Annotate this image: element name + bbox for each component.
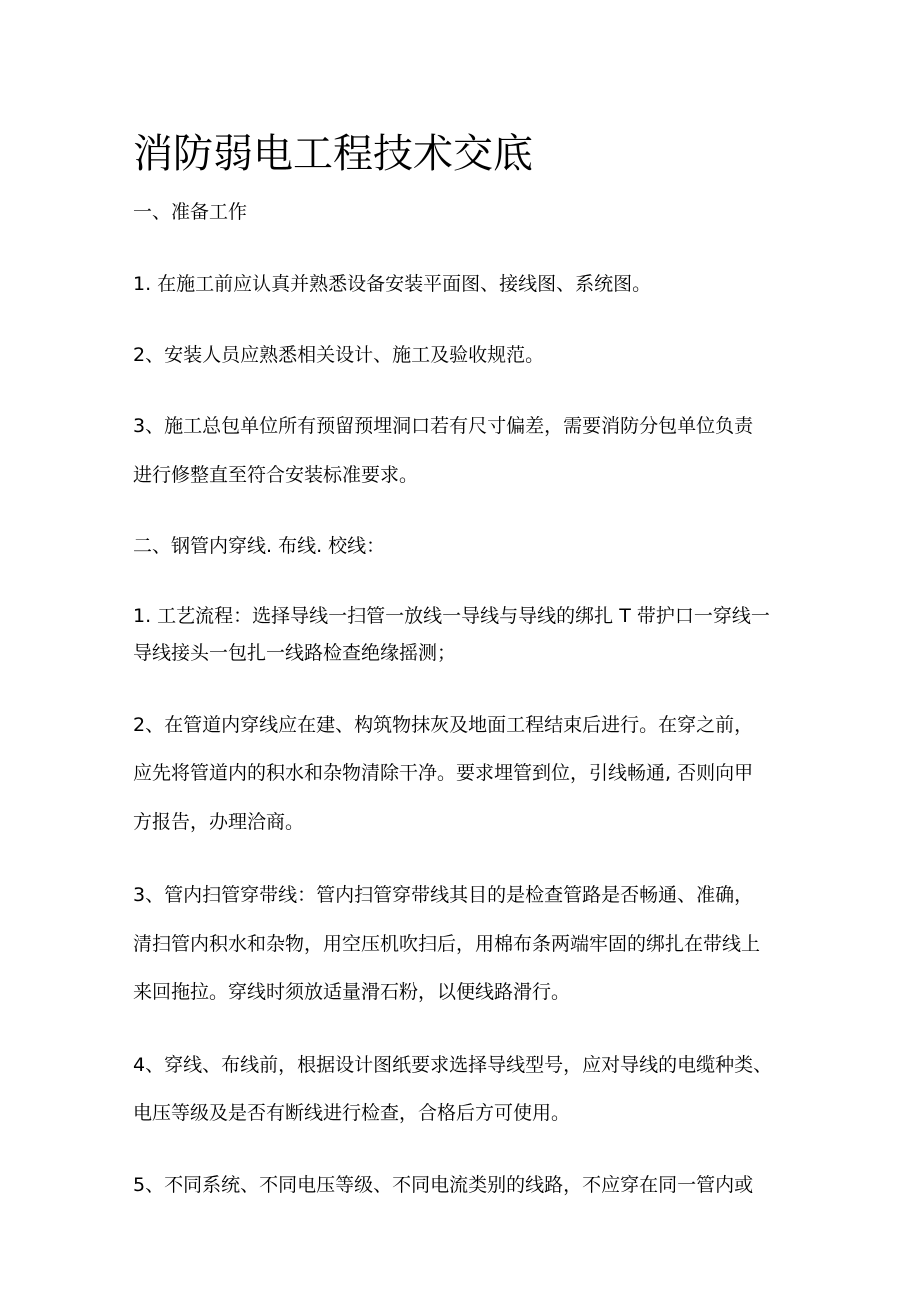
section-heading-wiring: 二、钢管内穿线. 布线. 校线： bbox=[133, 535, 386, 557]
paragraph-line: 导线接头一包扎一线路检查绝缘摇测； bbox=[133, 642, 457, 664]
paragraph-line: 4、穿线、布线前，根据设计图纸要求选择导线型号，应对导线的电缆种类、 bbox=[133, 1054, 773, 1076]
section-heading-preparation: 一、准备工作 bbox=[133, 201, 248, 223]
document-title: 消防弱电工程技术交底 bbox=[133, 131, 533, 177]
paragraph-line: 电压等级及是否有断线进行检查，合格后方可使用。 bbox=[133, 1102, 571, 1124]
paragraph-line: 清扫管内积水和杂物，用空压机吹扫后，用棉布条两端牢固的绑扎在带线上 bbox=[133, 933, 761, 955]
paragraph-line: 方报告，办理洽商。 bbox=[133, 811, 305, 833]
paragraph-line: 1. 在施工前应认真并熟悉设备安装平面图、接线图、系统图。 bbox=[133, 273, 652, 295]
paragraph-line: 应先将管道内的积水和杂物清除干净。要求埋管到位，引线畅通, 否则向甲 bbox=[133, 762, 754, 784]
paragraph-line: 3、施工总包单位所有预留预埋洞口若有尺寸偏差，需要消防分包单位负责 bbox=[133, 415, 754, 437]
paragraph-line: 来回拖拉。穿线时须放适量滑石粉，以便线路滑行。 bbox=[133, 981, 571, 1003]
paragraph-line: 1. 工艺流程：选择导线一扫管一放线一导线与导线的绑扎 T 带护口一穿线一 bbox=[133, 605, 770, 627]
paragraph-line: 5、不同系统、不同电压等级、不同电流类别的线路，不应穿在同一管内或 bbox=[133, 1174, 754, 1196]
paragraph-line: 2、安装人员应熟悉相关设计、施工及验收规范。 bbox=[133, 344, 545, 366]
paragraph-line: 2、在管道内穿线应在建、构筑物抹灰及地面工程结束后进行。在穿之前， bbox=[133, 714, 754, 736]
paragraph-line: 进行修整直至符合安装标准要求。 bbox=[133, 464, 419, 486]
paragraph-line: 3、管内扫管穿带线：管内扫管穿带线其目的是检查管路是否畅通、准确， bbox=[133, 884, 754, 906]
